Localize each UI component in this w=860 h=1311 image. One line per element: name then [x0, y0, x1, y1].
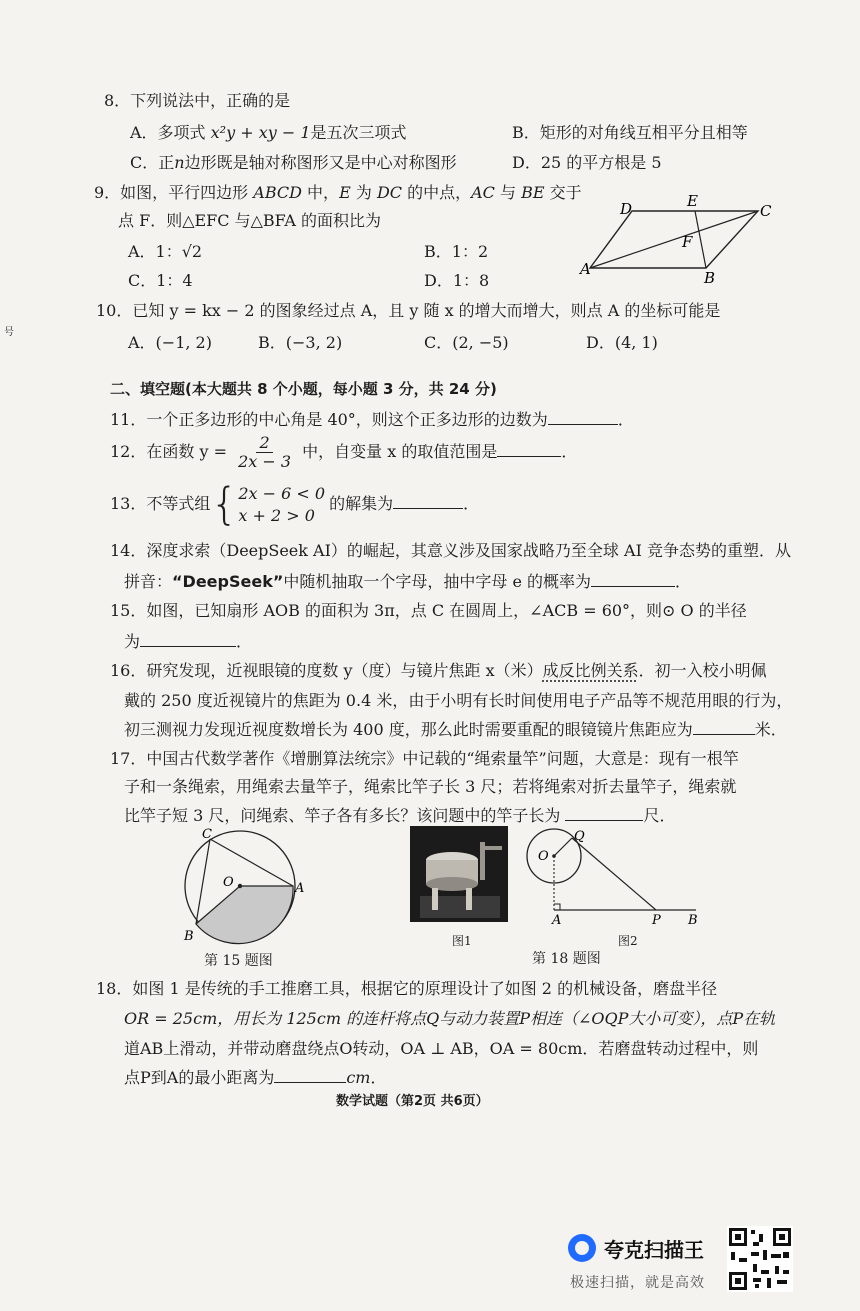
- q9-stem: 9．如图，平行四边形 ABCD 中，E 为 DC 的中点，AC 与 BE 交于: [94, 183, 582, 202]
- q18-line3: 道AB上滑动，并带动磨盘绕点O转动，OA ⊥ AB，OA = 80cm．若磨盘转动过程中，则: [124, 1039, 759, 1058]
- fig15-label-A: A: [295, 881, 305, 896]
- margin-mark: 号: [4, 327, 14, 338]
- q17-line1: 17．中国古代数学著作《增删算法统宗》中记载的“绳索量竿”问题，大意是：现有一根竿: [110, 749, 739, 768]
- label-F: F: [682, 233, 693, 251]
- figure-15-circle: [178, 828, 303, 950]
- q13: 13．不等式组{ 2x − 6 < 0 x + 2 > 0 的解集为 ．: [110, 478, 480, 530]
- q9-option-c: C．1：4: [128, 271, 193, 290]
- q14-line2: 拼音：“DeepSeek”中随机抽取一个字母，抽中字母 e 的概率为 ．: [124, 572, 692, 591]
- brand-slogan: 极速扫描，就是高效: [570, 1275, 705, 1291]
- q10-option-b: B．(−3, 2): [258, 333, 343, 352]
- q16-line2: 戴的 250 度近视镜片的焦距为 0.4 米，由于小明有长时间使用电子产品等不规范用眼的行为，: [124, 691, 793, 710]
- q17-line3: 比竿子短 3 尺，问绳索、竿子各有多长？该问题中的竿子长为 尺．: [124, 806, 676, 825]
- fig15-label-C: C: [202, 827, 212, 842]
- fig18-label-B: B: [688, 913, 698, 928]
- label-C: C: [760, 202, 772, 220]
- q17-line2: 子和一条绳索，用绳索去量竿子，绳索比竿子长 3 尺；若将绳索对折去量竿子，绳索就: [124, 777, 737, 796]
- q8-option-d: D．25 的平方根是 5: [512, 153, 662, 172]
- q16-answer-blank: [693, 718, 755, 735]
- q14-line1: 14．深度求索（DeepSeek AI）的崛起，其意义涉及国家战略乃至全球 AI 竞争态势的重塑．从: [110, 541, 791, 560]
- qr-code-icon: [727, 1226, 793, 1292]
- label-E: E: [687, 192, 698, 210]
- q14-answer-blank: [591, 570, 675, 587]
- page-footer: 数学试题（第2页 共6页）: [336, 1094, 489, 1109]
- q18-line2: OR = 25cm，用长为 125cm 的连杆将点Q与动力装置P相连（∠OQP大小可变），点P在轨: [124, 1009, 776, 1028]
- q18-line1: 18．如图 1 是传统的手工推磨工具，根据它的原理设计了如图 2 的机械设备，磨盘半径: [96, 979, 718, 998]
- q12-fraction: $\frac{2}{2x - 3}$: [238, 433, 292, 471]
- q8-option-c: C．正n边形既是轴对称图形又是中心对称图形: [130, 153, 457, 172]
- section-fill-in-heading: 二、填空题(本大题共 8 个小题，每小题 3 分，共 24 分): [110, 380, 497, 398]
- parallelogram-figure: [580, 192, 770, 287]
- q9-stem-line2: 点 F．则△EFC 与△BFA 的面积比为: [118, 211, 382, 230]
- q13-answer-blank: [393, 492, 463, 509]
- quark-logo-icon: [568, 1234, 596, 1262]
- q15-line2: 为 ．: [124, 632, 253, 651]
- figure-18-caption: 第 18 题图: [532, 951, 601, 967]
- q9-option-d: D．1：8: [424, 271, 490, 290]
- fig18-label-Q: Q: [574, 829, 585, 844]
- label-D: D: [620, 200, 633, 218]
- q11-answer-blank: [548, 408, 618, 425]
- q10-option-d: D．(4, 1): [586, 333, 658, 352]
- label-A: A: [580, 260, 591, 278]
- q11: 11．一个正多边形的中心角是 40°，则这个正多边形的边数为 ．: [110, 410, 634, 429]
- fig18-label-P: P: [652, 913, 661, 928]
- fig18-label-A: A: [552, 913, 562, 928]
- q10-stem: 10．已知 y = kx − 2 的图象经过点 A，且 y 随 x 的增大而增大，则点 A 的坐标可能是: [96, 301, 721, 320]
- label-B: B: [704, 269, 716, 287]
- q8-option-b: B．矩形的对角线互相平分且相等: [512, 123, 748, 142]
- fig15-label-O: O: [223, 875, 234, 890]
- q10-option-c: C．(2, −5): [424, 333, 509, 352]
- figure-18-photo: [410, 826, 508, 922]
- q18-line4: 点P到A的最小距离为 cm．: [124, 1068, 387, 1087]
- q16-line3: 初三测视力发现近视度数增长为 400 度，那么此时需要重配的眼镜镜片焦距应为 米．: [124, 720, 787, 739]
- q18-answer-blank: [274, 1066, 346, 1083]
- q12: 12．在函数 y = $\frac{2}{2x - 3}$ 中，自变量 x 的取值范围是 ．: [110, 433, 578, 471]
- figure-18-diagram: [528, 826, 708, 926]
- q9-option-b: B．1：2: [424, 242, 489, 261]
- figure-18-1-caption: 图1: [452, 934, 472, 948]
- q10-option-a: A．(−1, 2): [128, 333, 212, 352]
- q15-answer-blank: [140, 630, 236, 647]
- figure-15-caption: 第 15 题图: [204, 953, 273, 969]
- q8-stem: 8．下列说法中，正确的是: [104, 91, 291, 110]
- fig15-label-B: B: [184, 929, 194, 944]
- q8-option-a: A．多项式 x²y + xy − 1是五次三项式: [130, 123, 407, 142]
- q9-option-a: A．1：√2: [128, 242, 203, 261]
- q12-answer-blank: [497, 440, 561, 457]
- q15-line1: 15．如图，已知扇形 AOB 的面积为 3π，点 C 在圆周上，∠ACB = 60°，则⊙ O 的半径: [110, 601, 747, 620]
- brand-name: 夸克扫描王: [604, 1238, 704, 1262]
- figure-18-2-caption: 图2: [618, 934, 638, 948]
- q17-answer-blank: [565, 804, 643, 821]
- fig18-label-O: O: [538, 849, 549, 864]
- q16-line1: 16．研究发现，近视眼镜的度数 y（度）与镜片焦距 x（米）成反比例关系．初一入校小明佩: [110, 661, 767, 680]
